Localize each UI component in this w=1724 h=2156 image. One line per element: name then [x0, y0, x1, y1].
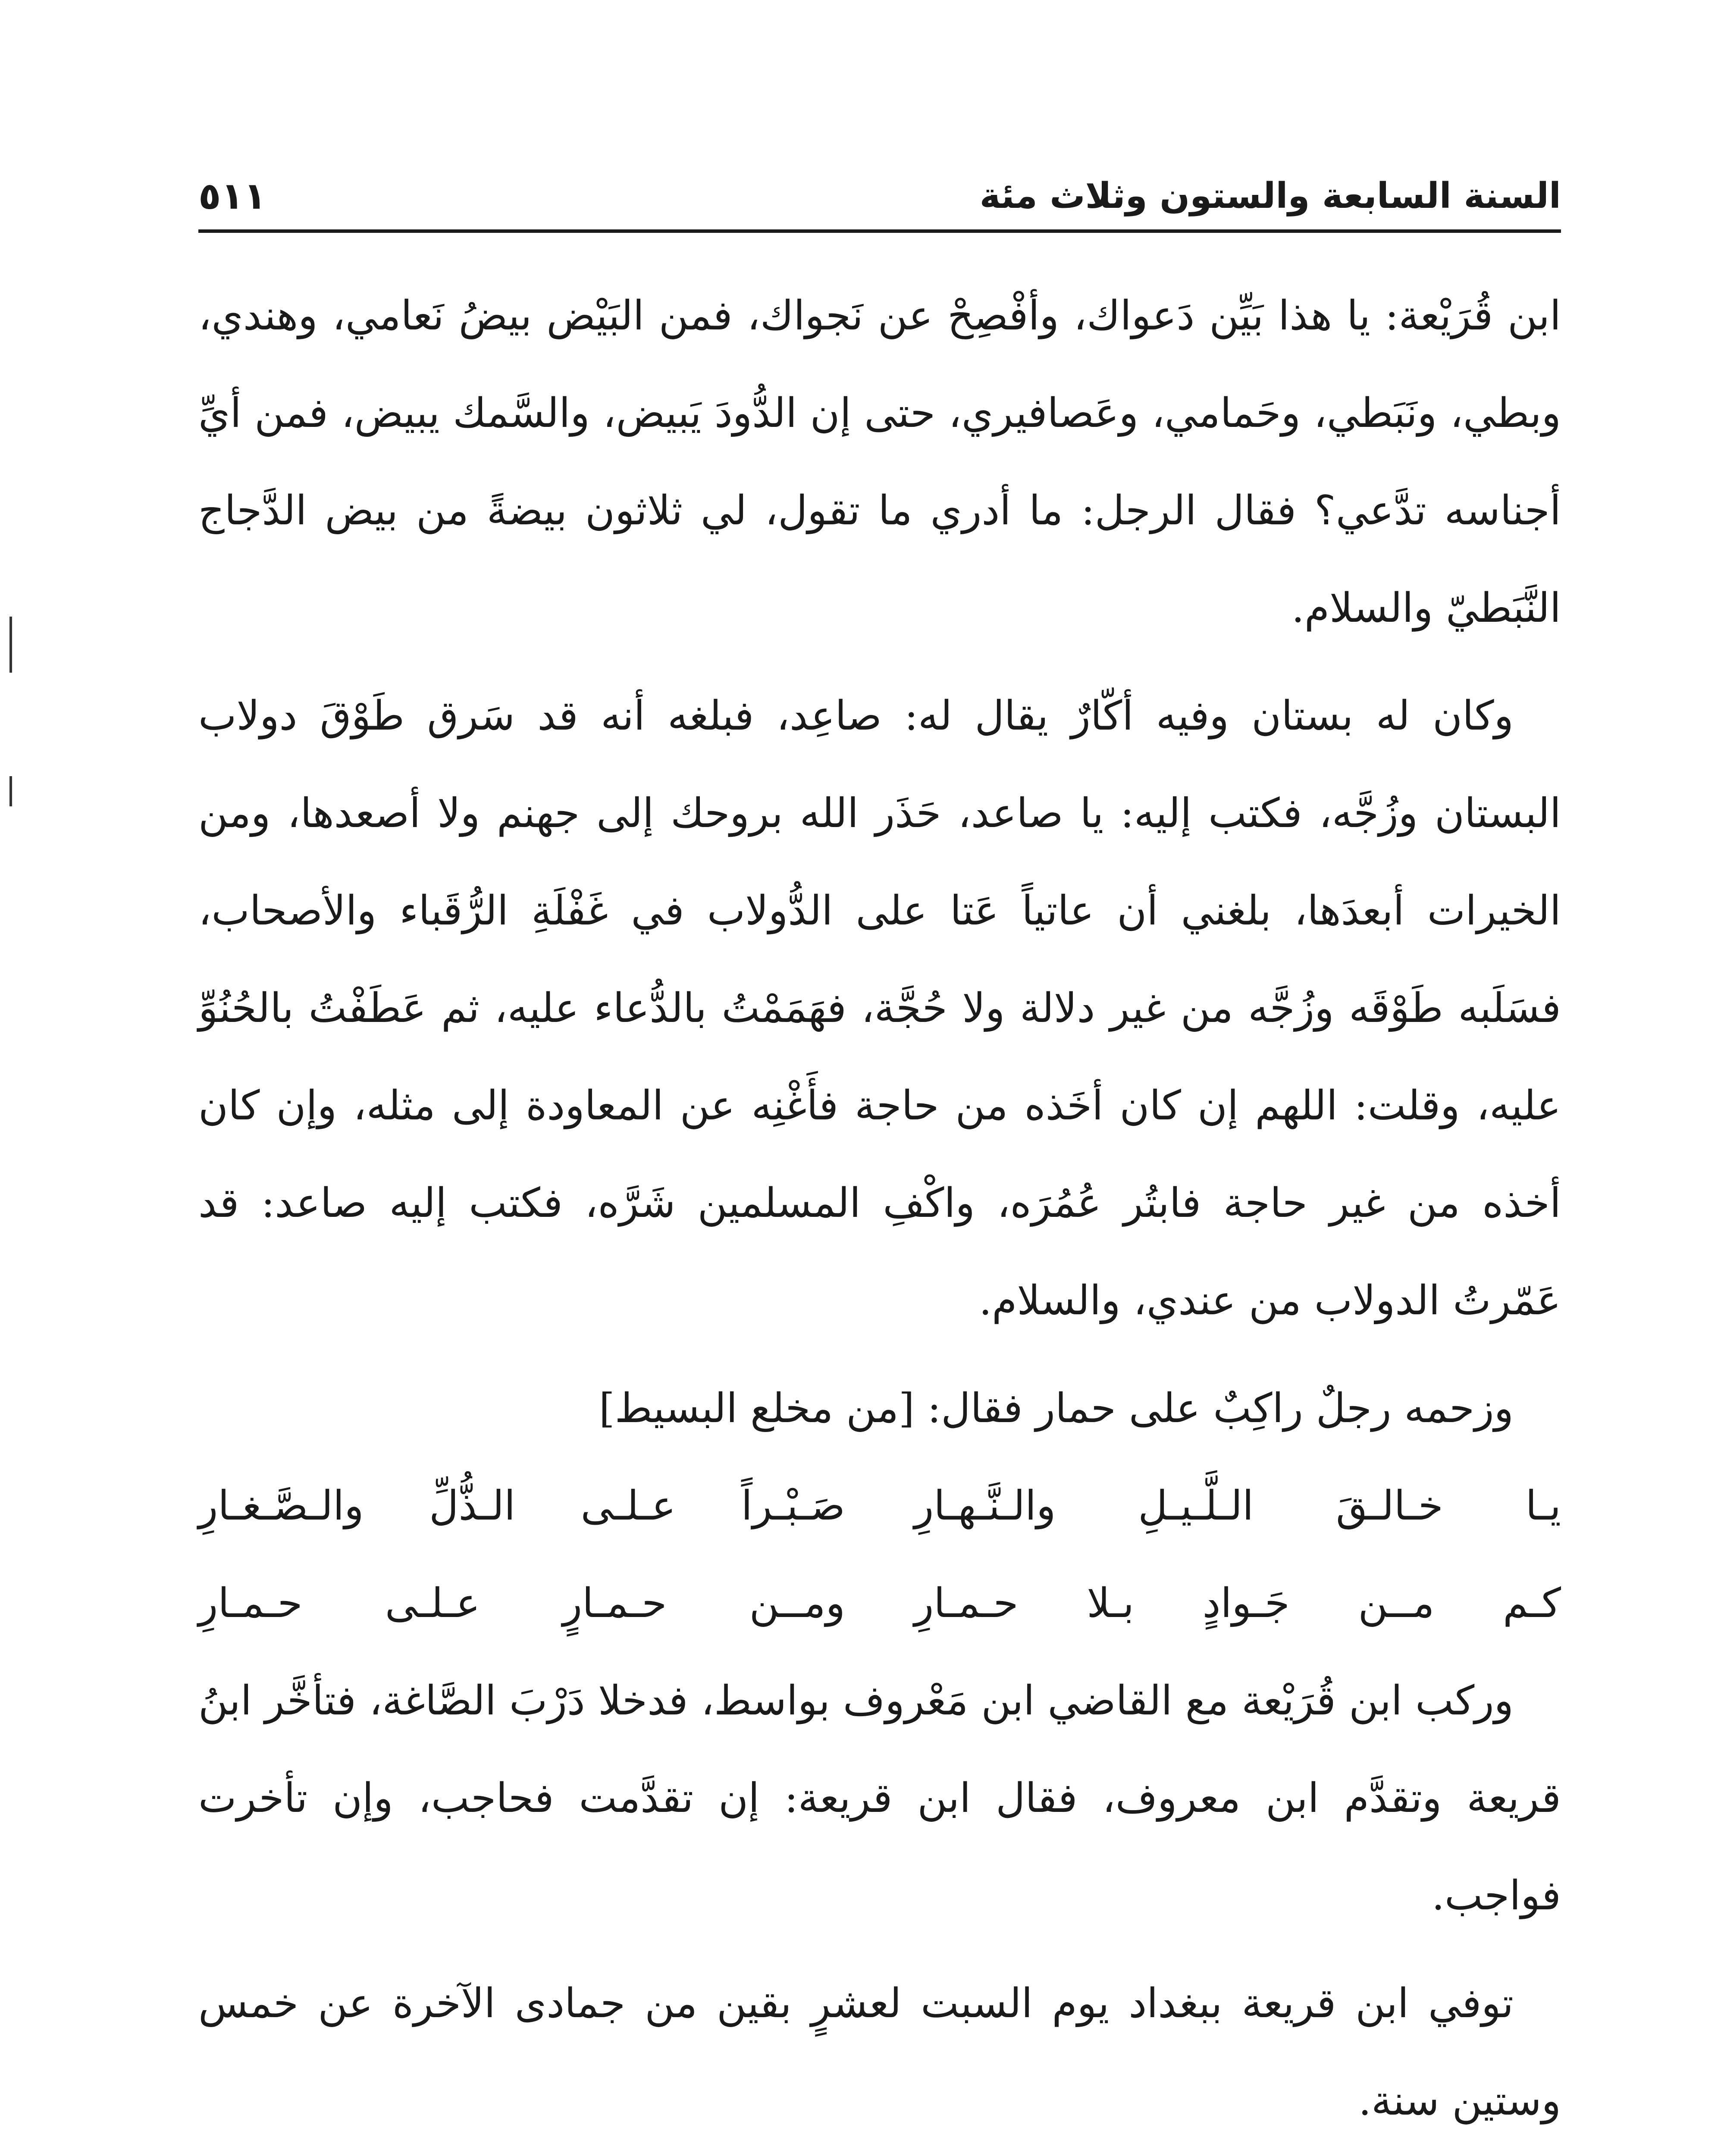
paragraph: وركب ابن قُرَيْعة مع القاضي ابن مَعْروف بواسط، فدخلا دَرْبَ الصَّاغة، فتأخَّر ابنُ قريعة وتقدَّم ابن معروف، فقال ابن قريعة: إن تقدَّمت فحاجب، وإن تأخرت فواجب. [198, 1677, 1561, 1919]
page-header [198, 168, 1561, 233]
verse-line [198, 1457, 1561, 1555]
verse-first-hemistich: يـا خـالـقَ الـلَّـيـلِ والـنَّـهـارِ [914, 1482, 1561, 1529]
verse-second-hemistich: صَـبْـراً عـلـى الـذُّلِّ والـصَّـغـارِ [198, 1482, 845, 1529]
header-rule [198, 229, 1561, 233]
running-title: السنة السابعة والستون وثلاث مئة [979, 175, 1561, 216]
page-number: ٥١١ [198, 175, 266, 218]
verse-first-hemistich: كـم مــن جَـوادٍ بـلا حـمـارِ [914, 1580, 1561, 1627]
poem [198, 1457, 1561, 1652]
paragraph: وكان له بستان وفيه أكّارٌ يقال له: صاعِد، فبلغه أنه قد سَرق طَوْقَ دولاب البستان وزُجَّه، فكتب إليه: يا صاعد، حَذَر الله بروحك إلى جهنم ولا أصعدها، ومن الخيرات أبعدَها، بلغني أن عاتياً عَتا على الدُّولاب في غَفْلَةِ الرُّقَباء والأصحاب، فسَلَبه طَوْقَه وزُجَّه من غير دلالة ولا حُجَّة، فهَمَمْتُ بالدُّعاء عليه، ثم عَطَفْتُ بالحُنُوِّ عليه، وقلت: اللهم إن كان أخَذه من حاجة فأَغْنِه عن المعاودة إلى مثله، وإن كان أخذه من غير حاجة فابتُر عُمُرَه، واكْفِ المسلمين شَرَّه، فكتب إليه صاعد: قد عَمّرتُ الدولاب من عندي، والسلام. [198, 693, 1561, 1324]
main-text [198, 267, 1561, 2156]
verse-second-hemistich: ومــن حـمـارٍ عـلـى حـمـارِ [198, 1580, 845, 1627]
verse-line [198, 1555, 1561, 1652]
paragraph: ابن قُرَيْعة: يا هذا بَيِّن دَعواك، وأفْصِحْ عن نَجواك، فمن البَيْض بيضُ نَعامي، وهندي، وبطي، ونَبَطي، وحَمامي، وعَصافيري، حتى إن الدُّودَ يَبيض، والسَّمك يبيض، فمن أيِّ أجناسه تدَّعي؟ فقال الرجل: ما أدري ما تقول، لي ثلاثون بيضةً من بيض الدَّجاج النَّبَطيّ والسلام. [198, 292, 1561, 632]
paragraph-poem-intro: وزحمه رجلٌ راكِبٌ على حمار فقال: [من مخلع البسيط] [599, 1385, 1514, 1432]
scan-margin-mark [9, 776, 12, 806]
paragraph: توفي ابن قريعة ببغداد يوم السبت لعشرٍ بقين من جمادى الآخرة عن خمس وستين سنة. [198, 1980, 1561, 2125]
scan-margin-mark [9, 617, 12, 673]
